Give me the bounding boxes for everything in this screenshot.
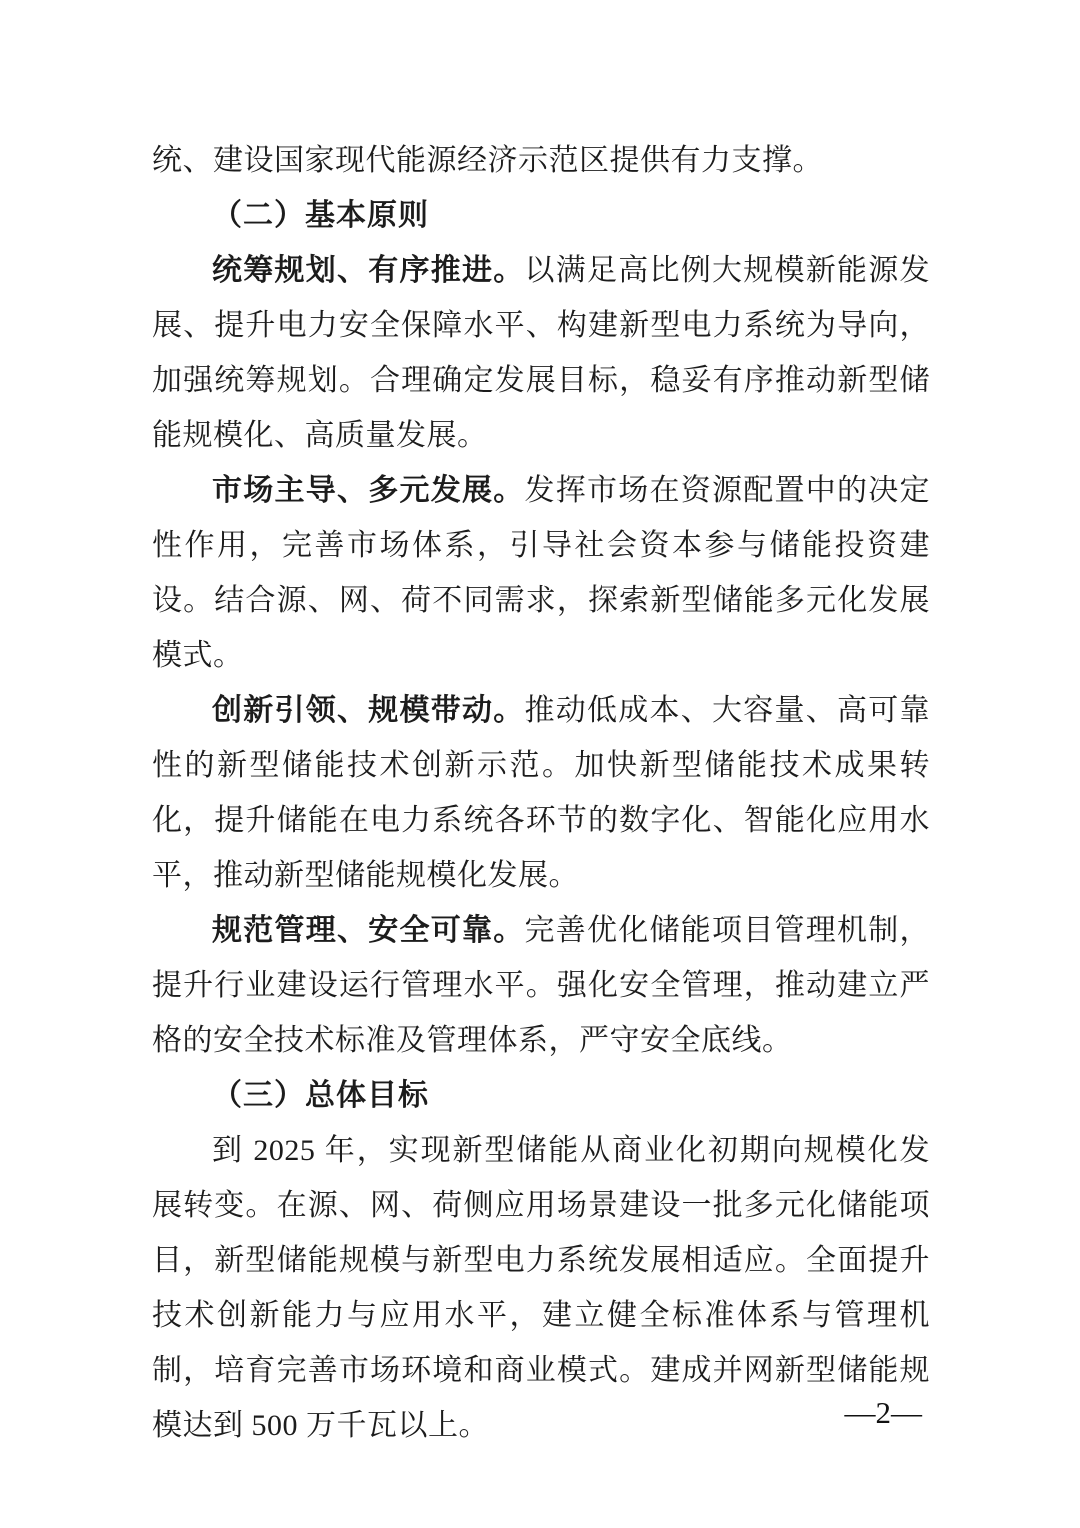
paragraph — [152, 243, 930, 463]
page-number: —2— — [844, 1395, 922, 1430]
paragraph-text: 完善优化储能项目管理机制，提升行业建设运行管理水平。强化安全管理，推动建立严格的安全技术标准及管理体系，严守安全底线。 — [152, 914, 930, 1057]
paragraph-text: 统、建设国家现代能源经济示范区提供有力支撑。 — [152, 144, 823, 177]
paragraph — [152, 463, 930, 683]
paragraph-lead: 市场主导、多元发展。 — [212, 474, 525, 507]
paragraph-text: 以满足高比例大规模新能源发展、提升电力安全保障水平、构建新型电力系统为导向，加强统筹规划。合理确定发展目标，稳妥有序推动新型储能规模化、高质量发展。 — [152, 254, 930, 452]
paragraph — [152, 683, 930, 903]
paragraph-text: （三）总体目标 — [212, 1079, 429, 1112]
section-heading — [152, 188, 930, 243]
paragraph-text: 到 2025 年，实现新型储能从商业化初期向规模化发展转变。在源、网、荷侧应用场景建设一批多元化储能项目，新型储能规模与新型电力系统发展相适应。全面提升技术创新能力与应用水平，建立健全标准体系与管理机制，培育完善市场环境和商业模式。建成并网新型储能规模达到 500 万千瓦以上。 — [152, 1134, 930, 1442]
section-heading — [152, 1068, 930, 1123]
paragraph-lead: 创新引领、规模带动。 — [212, 694, 525, 727]
paragraph-text: 推动低成本、大容量、高可靠性的新型储能技术创新示范。加快新型储能技术成果转化，提升储能在电力系统各环节的数字化、智能化应用水平，推动新型储能规模化发展。 — [152, 694, 930, 892]
paragraph-lead: 统筹规划、有序推进。 — [212, 254, 525, 287]
paragraph — [152, 133, 930, 188]
paragraph-lead: 规范管理、安全可靠。 — [212, 914, 525, 947]
paragraph — [152, 903, 930, 1068]
document-body — [152, 133, 930, 1453]
paragraph — [152, 1123, 930, 1453]
paragraph-text: 发挥市场在资源配置中的决定性作用，完善市场体系，引导社会资本参与储能投资建设。结合源、网、荷不同需求，探索新型储能多元化发展模式。 — [152, 474, 930, 672]
paragraph-text: （二）基本原则 — [212, 199, 429, 232]
